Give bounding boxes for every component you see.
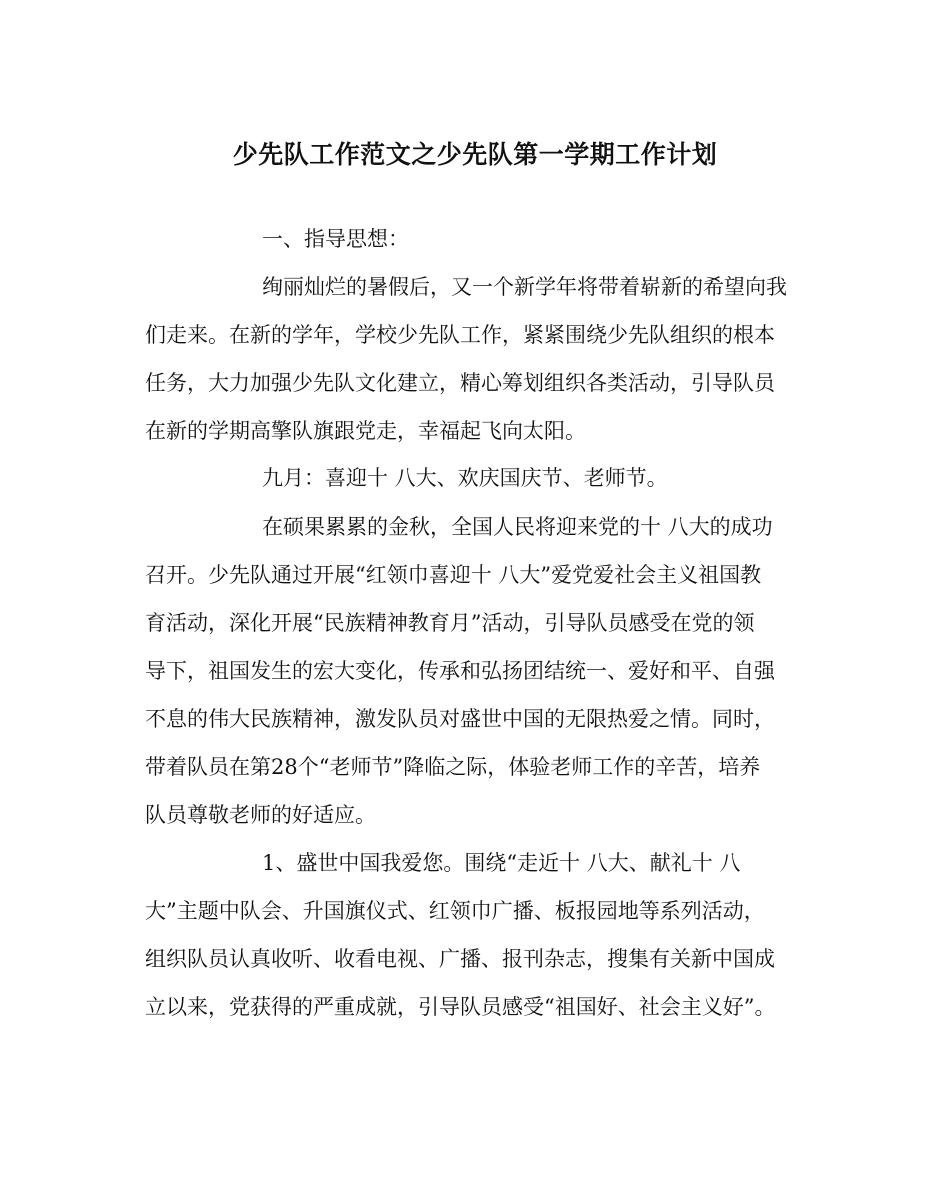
document-title: 少先队工作范文之少先队第一学期工作计划 — [232, 140, 718, 169]
paragraph-line: 立以来，党获得的严重成就，引导队员感受“祖国好、社会主义好”。 — [145, 995, 776, 1019]
paragraph-line: 在硕果累累的金秋，全国人民将迎来党的十 八大的成功 — [262, 515, 773, 539]
paragraph-line: 育活动，深化开展“民族精神教育月”活动，引导队员感受在党的领 — [145, 611, 755, 635]
paragraph-line: 在新的学期高擎队旗跟党走，幸福起飞向太阳。 — [145, 419, 586, 443]
paragraph-line: 大”主题中队会、升国旗仪式、红领巾广播、板报园地等系列活动， — [145, 899, 765, 923]
paragraph-line: 任务，大力加强少先队文化建立，精心筹划组织各类活动，引导队员 — [145, 371, 775, 395]
paragraph-line: 导下，祖国发生的宏大变化，传承和弘扬团结统一、爱好和平、自强 — [145, 659, 775, 683]
paragraph-line: 不息的伟大民族精神，激发队员对盛世中国的无限热爱之情。同时， — [145, 707, 775, 731]
paragraph-line: 召开。少先队通过开展“红领巾喜迎十 八大”爱党爱社会主义祖国教 — [145, 563, 762, 587]
paragraph-line: 1、盛世中国我爱您。围绕“走近十 八大、献礼十 八 — [262, 851, 741, 875]
section-heading-guiding-thought: 一、指导思想： — [262, 227, 409, 251]
section-heading-september: 九月：喜迎十 八大、欢庆国庆节、老师节。 — [262, 466, 668, 490]
paragraph-line: 绚丽灿烂的暑假后，又一个新学年将带着崭新的希望向我 — [262, 275, 787, 299]
paragraph-line: 带着队员在第28个“老师节”降临之际，体验老师工作的辛苦，培养 — [145, 755, 761, 779]
paragraph-line: 组织队员认真收听、收看电视、广播、报刊杂志，搜集有关新中国成 — [145, 947, 775, 971]
paragraph-line: 队员尊敬老师的好适应。 — [145, 803, 376, 827]
paragraph-line: 们走来。在新的学年，学校少先队工作，紧紧围绕少先队组织的根本 — [145, 323, 775, 347]
